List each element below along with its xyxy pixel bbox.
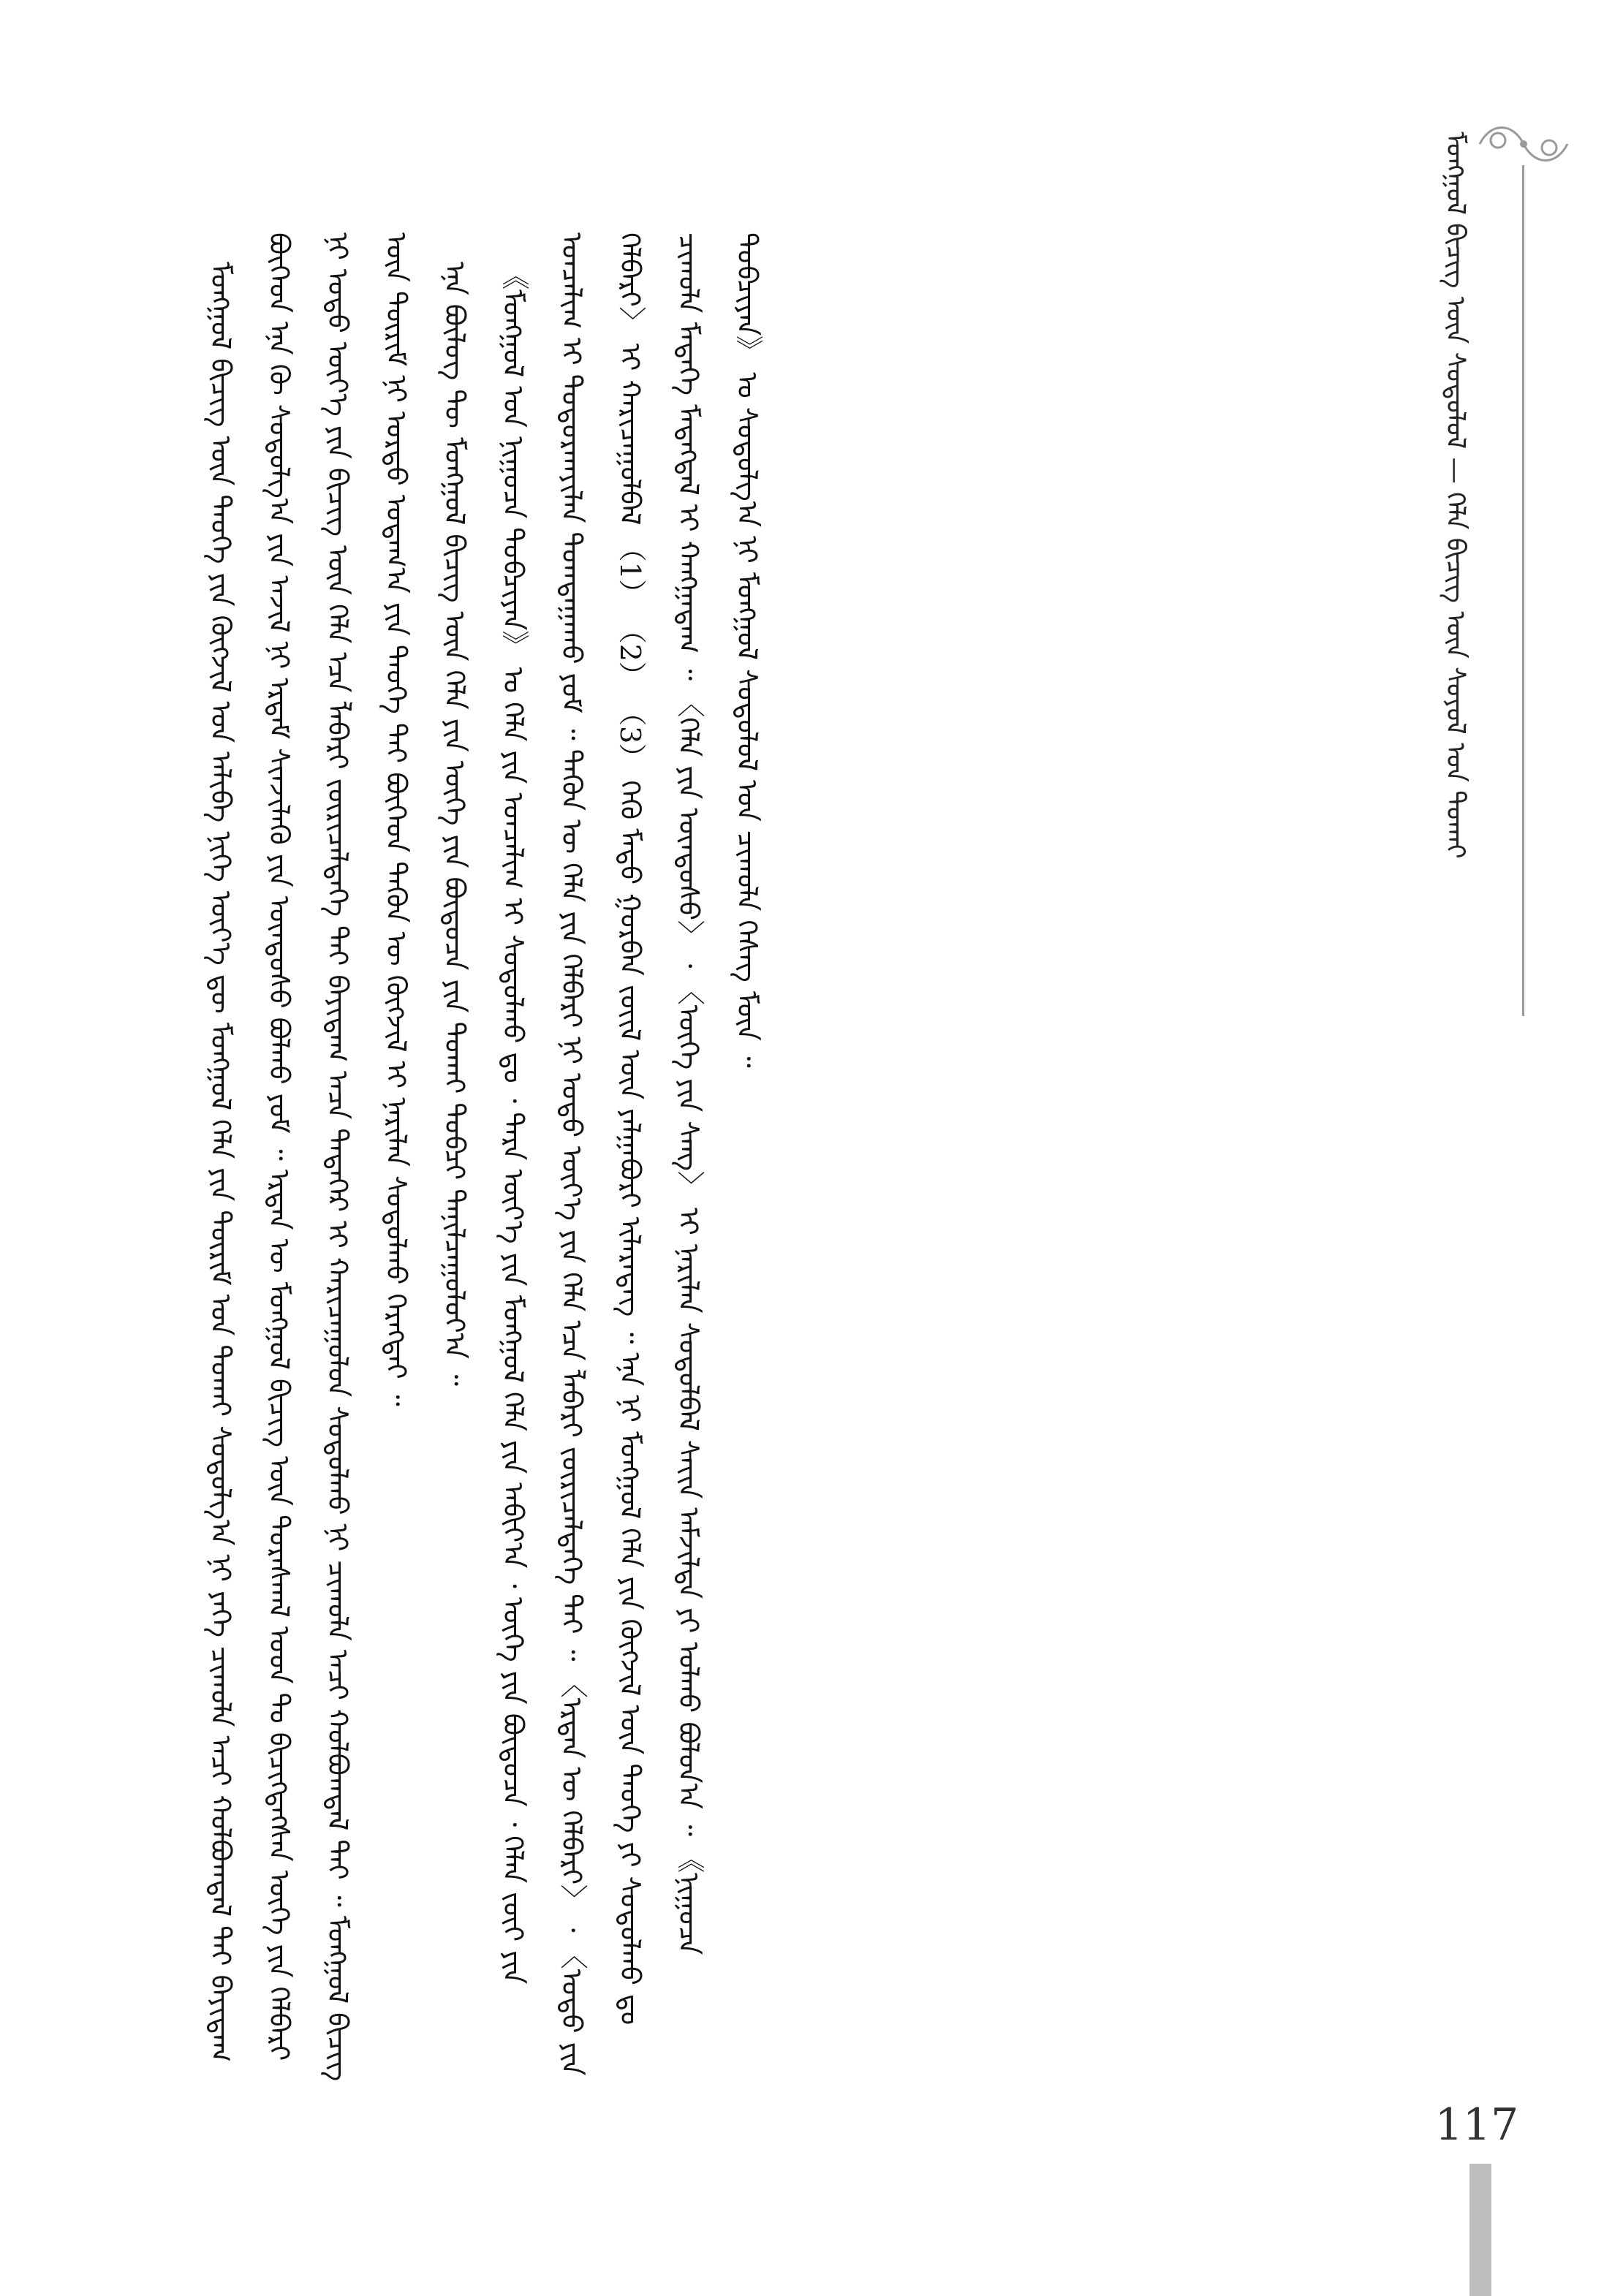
paragraph: ᠡᠨᠡ ᠪᠦᠯᠦᠭ ᠲᠦ ᠮᠣᠩᠭᠣᠯ ᠪᠢᠴᠢᠭ᠌ ᠦᠨ ᠬᠡᠯᠡ ᠶᠢᠨ ᠦᠭᠡ ᠶᠢᠨ ᠪᠦᠲᠦᠴᠡ ᠶᠢᠨ ᠲᠤᠬᠠᠢ ᠲᠣᠪᠴᠢ ᠲᠠᠨᠢᠯᠴᠠᠭᠤᠯᠤᠶ᠎ᠠ ᠃ [439,262,471,1387]
body-text [192,232,1427,2089]
paragraph: 《ᠮᠣᠩᠭᠣᠯ ᠤᠨ ᠨᠢᠭᠤᠴᠠ ᠲᠣᠪᠴᠢᠶᠠᠨ》 ᠤ ᠬᠡᠯᠡ ᠶᠢᠨ ᠣᠨᠴᠠᠯᠢᠭ ᠢ ᠰᠤᠳᠤᠯᠬᠤ ᠳᠤ ᠂ ᠲᠡᠷᠡ ᠦᠶ᠎ᠡ ᠶᠢᠨ ᠮᠣᠩᠭᠣᠯ ᠬᠡᠯᠡ ᠶᠢᠨ ᠠᠪᠢᠶ᠎ᠠ ᠂ ᠦᠭᠡ ᠶᠢᠨ ᠪᠦᠲᠦᠴᠡ ᠂ ᠬᠡᠯᠡᠨ ᠵᠦᠢ ᠶᠢᠨ ᠣᠨᠴᠠᠯᠢᠭ ᠢ ᠲᠣᠳᠤᠷᠬᠠᠶᠢᠯᠠᠨ ᠲᠣᠭᠲᠠᠭᠠᠬᠤ ᠶᠤᠮ ᠃ ᠲᠡᠭᠦᠨ ᠦ ᠬᠡᠯᠡ ᠶᠢᠨ ᠬᠡᠯᠪᠡᠷᠢ ᠨᠢ ᠣᠳᠣ ᠦᠶ᠎ᠡ ᠶᠢᠨ ᠬᠡᠯᠡ ᠡᠴᠡ ᠯᠡᠪᠡᠷᠢ ᠵᠥᠷᠢᠴᠡᠯᠳᠡᠭᠡ ᠲᠠᠢ ᠃ 〈ᠡᠷᠲᠡᠨ ᠦ ᠬᠡᠯᠪᠡᠷᠢ〉 ᠂ 〈ᠣᠳᠣ ᠶᠢᠨ ᠬᠡᠯᠪᠡᠷᠢ〉 ᠢ ᠬᠠᠷᠢᠴᠠᠭᠤᠯᠪᠠᠯ （1） （2） （3） ᠭᠡᠬᠦ ᠮᠡᠲᠦ ᠭᠤᠷᠪᠠᠨ ᠵᠦᠢᠯ ᠦᠨ ᠶᠠᠯᠭᠠᠪᠤᠷᠢ ᠢᠯᠡᠷᠡᠳᠡᠭ ᠃ ᠡᠨᠡ ᠨᠢ ᠮᠣᠩᠭᠣᠯ ᠬᠡᠯᠡ ᠶᠢᠨ ᠬᠥᠭᠵᠢᠯ ᠦᠨ ᠲᠡᠦᠬᠡ ᠶᠢ ᠰᠤᠳᠤᠯᠬᠤ ᠳᠤ ᠴᠢᠬᠤᠯᠠ ᠮᠡᠳᠡᠭᠡ ᠮᠡᠳᠡᠭᠳᠡᠯ ᠢ ᠬᠠᠩᠭᠠᠳᠠᠭ ᠃ 〈ᠬᠡᠯᠡ ᠶᠢᠨ ᠦᠨᠳᠦᠰᠦ〉 ᠂ 〈ᠦᠭᠡ ᠶᠢᠨ ᠰᠠᠩ〉 ᠢ ᠨᠠᠷᠢᠯᠠᠨ ᠰᠤᠳᠤᠯᠪᠠᠯ ᠰᠠᠶ᠋ᠢᠨ ᠠᠮᠵᠢᠯᠲᠠ ᠶᠢ ᠣᠯᠬᠤ ᠪᠣᠯᠤᠨ᠎ᠠ ᠃ 《ᠨᠢᠭᠤᠴᠠ ᠲᠣᠪᠴᠢᠶᠠᠨ》 ᠤ ᠰᠤᠳᠤᠯᠭ᠎ᠠ ᠨᠢ ᠮᠣᠩᠭᠣᠯ ᠰᠤᠳᠤᠯᠤᠯ ᠤᠨ ᠴᠢᠬᠤᠯᠠ ᠬᠡᠰᠡᠭ ᠮᠥᠨ ᠃ [497,232,763,2076]
page-edge-tab [1469,2164,1491,2296]
header-rule [1522,165,1524,1016]
page-number: 117 [1434,2099,1519,2151]
running-header: ᠮᠣᠩᠭᠣᠯ ᠪᠢᠴᠢᠭ᠌ ᠦᠨ ᠰᠤᠳᠤᠯᠤᠯ — ᠬᠡᠯᠡ ᠪᠢᠴᠢᠭ᠌ ᠦᠨ ᠰᠣᠶᠣᠯ ᠤᠨ ᠲᠤᠬᠠᠢ [1440,132,1470,859]
paragraph: ᠮᠣᠩᠭᠣᠯ ᠪᠢᠴᠢᠭ᠌ ᠦᠨ ᠲᠡᠦᠬᠡ ᠶᠢᠨ ᠬᠥᠭᠵᠢᠯ ᠤᠨ ᠠᠯᠢᠪᠠ ᠨᠢᠭᠡ ᠦᠶ᠎ᠡ ᠳᠦ ᠮᠣᠩᠭᠣᠯ ᠬᠡᠯᠡ ᠶᠢᠨ ᠳᠦᠷᠢᠮ ᠤᠨ ᠲᠤᠬᠠᠢ ᠰᠤᠳᠤᠯᠭ᠎ᠠ ᠨᠢ ᠶᠡᠬᠡ ᠴᠢᠬᠤᠯᠠ ᠠᠴᠢ ᠬᠣᠯᠪᠣᠭᠳᠠᠯ ᠲᠠᠢ ᠪᠠᠶᠢᠳᠠᠭ ᠪᠥᠭᠡᠳ ᠡᠨᠡ ᠬᠦ ᠰᠤᠳᠤᠯᠭ᠎ᠠ ᠶᠢᠨ ᠠᠵᠢᠯ ᠨᠢ ᠡᠷᠳᠡᠮ ᠰᠢᠨᠵᠢᠯᠡᠬᠦ ᠶᠢᠨ ᠦᠨᠳᠦᠰᠦ ᠪᠣᠯᠬᠤ ᠶᠤᠮ ᠃ ᠡᠷᠲᠡᠨ ᠦ ᠮᠣᠩᠭᠣᠯ ᠪᠢᠴᠢᠭ᠌ ᠦᠨ ᠳᠤᠷᠠᠰᠬᠠᠯ ᠤᠳ ᠲᠤ ᠪᠢᠴᠢᠭᠳᠡᠭᠰᠡᠨ ᠦᠭᠡ ᠶᠢᠨ ᠬᠡᠯᠪᠡᠷᠢ ᠨᠢ ᠣᠳᠣ ᠦᠶ᠎ᠡ ᠶᠢᠨ ᠪᠢᠴᠢᠭ᠌ ᠦᠨ ᠬᠡᠯᠡ ᠡᠴᠡ ᠯᠡᠪᠡᠷᠢ ᠵᠥᠷᠢᠴᠡᠯᠳᠡᠭᠡ ᠲᠠᠢ ᠪᠠᠶᠢᠳᠠᠭ ᠠᠴᠠ ᠲᠡᠳᠡᠭᠡᠷ ᠢ ᠬᠠᠷᠢᠴᠠᠭᠤᠯᠤᠨ ᠰᠤᠳᠤᠯᠬᠤ ᠨᠢ ᠴᠢᠬᠤᠯᠠ ᠠᠴᠢ ᠬᠣᠯᠪᠣᠭᠳᠠᠯ ᠲᠠᠢ ᠃ ᠮᠣᠩᠭᠣᠯ ᠪᠢᠴᠢᠭ᠌ ᠦᠨ ᠳᠦᠷᠢᠮ ᠨᠢ ᠤᠷᠳᠤ ᠤᠳᠠᠭ᠎ᠠ ᠶᠢᠨ ᠲᠡᠦᠬᠡ ᠲᠠᠢ ᠪᠥᠭᠡᠳ ᠲᠡᠭᠦᠨ ᠦ ᠬᠥᠭᠵᠢᠯ ᠢ ᠨᠠᠷᠢᠯᠠᠨ ᠰᠤᠳᠤᠯᠬᠤ ᠬᠡᠷᠡᠭᠲᠡᠶ ᠃ [205,232,412,2082]
